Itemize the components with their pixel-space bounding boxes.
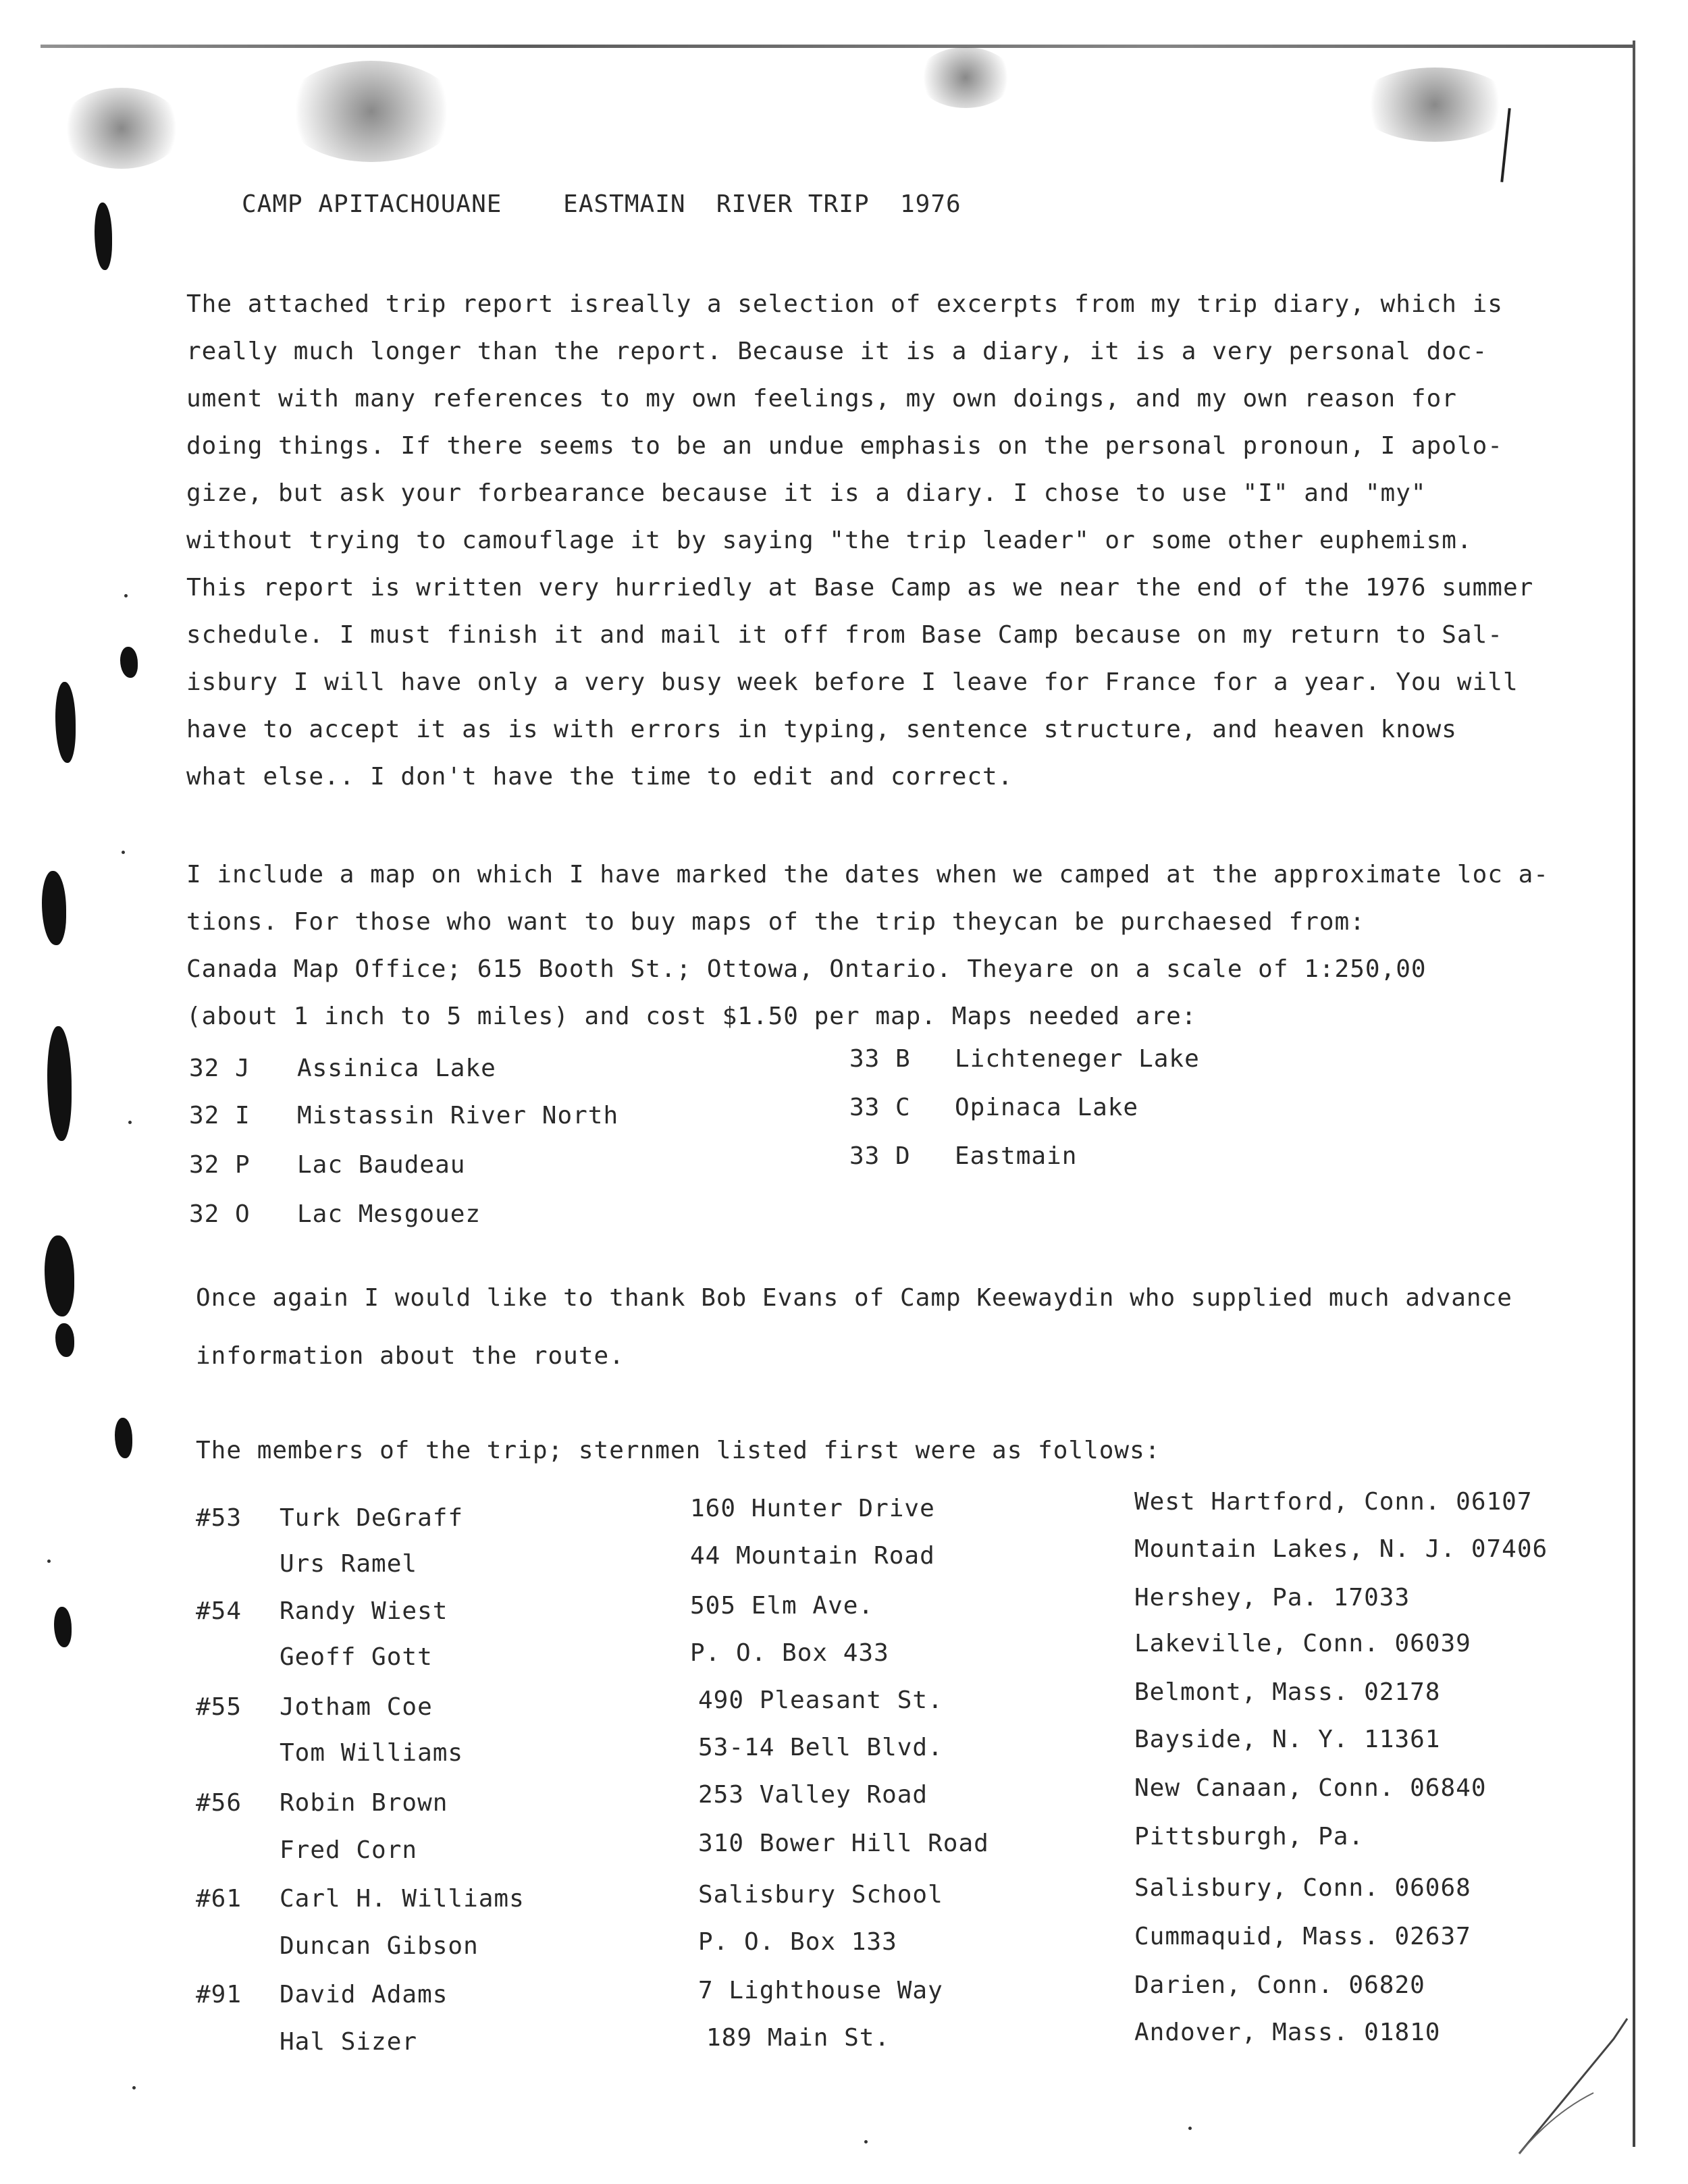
ink-blot: [120, 647, 138, 678]
paragraph-line: information about the route.: [196, 1342, 625, 1370]
member-city: Mountain Lakes, N. J. 07406: [1134, 1535, 1548, 1563]
scan-speck: [47, 1560, 51, 1563]
paragraph-line: ument with many references to my own feelings, my own doings, and my own reason for: [186, 385, 1457, 412]
member-address: 253 Valley Road: [698, 1781, 928, 1809]
scan-speck: [1188, 2127, 1192, 2130]
canoe-number: #91: [196, 1981, 242, 2008]
map-code: 33 B: [849, 1045, 911, 1073]
scan-right-edge: [1633, 41, 1635, 2147]
canoe-number: #61: [196, 1885, 242, 1913]
member-name: Geoff Gott: [280, 1643, 433, 1671]
map-code: 32 O: [189, 1200, 250, 1228]
paragraph-line: have to accept it as is with errors in typing, sentence structure, and heaven knows: [186, 716, 1457, 743]
scan-speck: [132, 2086, 136, 2089]
member-address: P. O. Box 133: [698, 1928, 897, 1956]
paragraph-line: This report is written very hurriedly at Base Camp as we near the end of the 1976 summer: [186, 574, 1534, 602]
scan-speck: [124, 594, 128, 597]
scan-smudge: [1357, 68, 1512, 142]
member-city: Pittsburgh, Pa.: [1134, 1823, 1365, 1850]
member-address: Salisbury School: [698, 1881, 943, 1909]
ink-blot: [115, 1418, 132, 1458]
member-name: Randy Wiest: [280, 1597, 448, 1625]
member-name: Robin Brown: [280, 1789, 448, 1817]
paragraph-line: doing things. If there seems to be an undue emphasis on the personal pronoun, I apolo-: [186, 432, 1503, 460]
member-name: Tom Williams: [280, 1739, 464, 1767]
member-address: 490 Pleasant St.: [698, 1686, 943, 1714]
paragraph-line: I include a map on which I have marked the dates when we camped at the approximate loc a-: [186, 861, 1549, 888]
member-name: Jotham Coe: [280, 1693, 433, 1721]
paragraph-line: without trying to camouflage it by saying "the trip leader" or some other euphemism.: [186, 527, 1473, 554]
ink-blot: [55, 682, 76, 763]
member-address: P. O. Box 433: [690, 1639, 889, 1667]
map-code: 32 P: [189, 1151, 250, 1179]
paragraph-line: what else.. I don't have the time to edit and correct.: [186, 763, 1013, 791]
scan-top-edge: [41, 45, 1634, 48]
document-title: CAMP APITACHOUANE EASTMAIN RIVER TRIP 1976: [242, 190, 961, 218]
scan-smudge: [284, 61, 459, 162]
member-city: Salisbury, Conn. 06068: [1134, 1874, 1471, 1902]
map-name: Lac Mesgouez: [297, 1200, 481, 1228]
map-name: Assinica Lake: [297, 1055, 496, 1082]
ink-blot: [55, 1323, 74, 1357]
member-name: Duncan Gibson: [280, 1932, 479, 1960]
canoe-number: #55: [196, 1693, 242, 1721]
member-city: Bayside, N. Y. 11361: [1134, 1726, 1441, 1753]
paragraph-line: The attached trip report isreally a selection of excerpts from my trip diary, which is: [186, 290, 1503, 318]
map-code: 32 I: [189, 1102, 250, 1129]
ink-blot: [54, 1607, 72, 1647]
paragraph-line: schedule. I must finish it and mail it off from Base Camp because on my return to Sal-: [186, 621, 1503, 649]
member-name: David Adams: [280, 1981, 448, 2008]
member-address: 505 Elm Ave.: [690, 1592, 874, 1620]
member-address: 160 Hunter Drive: [690, 1495, 935, 1522]
page-corner-curl: [1512, 2012, 1634, 2160]
member-address: 310 Bower Hill Road: [698, 1830, 989, 1857]
member-name: Fred Corn: [280, 1836, 418, 1864]
map-code: 33 C: [849, 1094, 911, 1121]
member-city: Darien, Conn. 06820: [1134, 1971, 1425, 1999]
member-name: Turk DeGraff: [280, 1504, 464, 1532]
map-name: Eastmain: [955, 1142, 1078, 1170]
scan-smudge: [61, 88, 182, 169]
paragraph-line: isbury I will have only a very busy week before I leave for France for a year. You will: [186, 668, 1519, 696]
member-city: Belmont, Mass. 02178: [1134, 1678, 1441, 1706]
member-city: New Canaan, Conn. 06840: [1134, 1774, 1487, 1802]
paragraph-line: really much longer than the report. Because it is a diary, it is a very personal doc-: [186, 338, 1488, 365]
paragraph-line: tions. For those who want to buy maps of the trip theycan be purchaesed from:: [186, 908, 1365, 936]
paragraph-line: Canada Map Office; 615 Booth St.; Ottowa, Ontario. Theyare on a scale of 1:250,00: [186, 955, 1427, 983]
ink-blot: [47, 1026, 72, 1141]
map-code: 32 J: [189, 1055, 250, 1082]
member-city: Cummaquid, Mass. 02637: [1134, 1923, 1471, 1950]
scan-speck: [128, 1121, 132, 1124]
ink-blot: [45, 1235, 74, 1316]
member-city: Hershey, Pa. 17033: [1134, 1584, 1410, 1612]
member-city: Andover, Mass. 01810: [1134, 2019, 1441, 2046]
canoe-number: #54: [196, 1597, 242, 1625]
paragraph-line: (about 1 inch to 5 miles) and cost $1.50 per map. Maps needed are:: [186, 1003, 1197, 1030]
members-intro: The members of the trip; sternmen listed first were as follows:: [196, 1437, 1161, 1464]
member-name: Urs Ramel: [280, 1550, 418, 1578]
member-city: Lakeville, Conn. 06039: [1134, 1630, 1471, 1657]
paragraph-line: gize, but ask your forbearance because it is a diary. I chose to use "I" and "my": [186, 479, 1427, 507]
map-code: 33 D: [849, 1142, 911, 1170]
scan-speck: [864, 2140, 868, 2143]
scan-smudge: [918, 47, 1013, 108]
map-name: Lac Baudeau: [297, 1151, 466, 1179]
scan-speck: [122, 851, 125, 854]
member-address: 189 Main St.: [706, 2024, 891, 2052]
member-city: West Hartford, Conn. 06107: [1134, 1488, 1533, 1516]
member-address: 44 Mountain Road: [690, 1542, 935, 1570]
paragraph-line: Once again I would like to thank Bob Evans of Camp Keewaydin who supplied much advance: [196, 1284, 1512, 1312]
member-address: 53-14 Bell Blvd.: [698, 1734, 943, 1761]
ink-blot: [95, 203, 112, 270]
member-address: 7 Lighthouse Way: [698, 1977, 943, 2004]
member-name: Hal Sizer: [280, 2028, 418, 2056]
map-name: Mistassin River North: [297, 1102, 619, 1129]
canoe-number: #53: [196, 1504, 242, 1532]
member-name: Carl H. Williams: [280, 1885, 525, 1913]
map-name: Opinaca Lake: [955, 1094, 1139, 1121]
ink-blot: [42, 871, 66, 945]
map-name: Lichteneger Lake: [955, 1045, 1200, 1073]
canoe-number: #56: [196, 1789, 242, 1817]
